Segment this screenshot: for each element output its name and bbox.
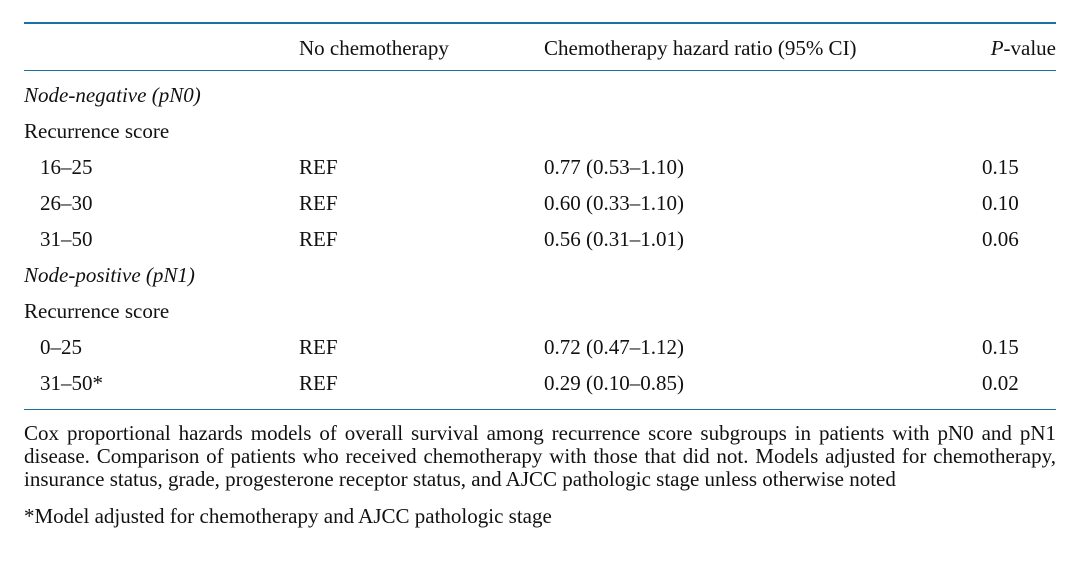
cell-hazard-ratio: 0.77 (0.53–1.10) bbox=[544, 154, 684, 179]
cell-p-value: 0.15 bbox=[982, 334, 1019, 359]
results-table-container bbox=[24, 22, 1056, 528]
cell-range: 31–50* bbox=[40, 370, 103, 395]
table-row bbox=[24, 185, 1056, 221]
section-subtitle-recurrence-score: Recurrence score bbox=[24, 118, 170, 143]
section-title-node-negative: Node-negative (pN0) bbox=[24, 82, 201, 107]
cell-hazard-ratio: 0.60 (0.33–1.10) bbox=[544, 190, 684, 215]
table-row bbox=[24, 221, 1056, 257]
header-row bbox=[24, 24, 1056, 70]
cell-p-value: 0.15 bbox=[982, 154, 1019, 179]
cell-no-chemo: REF bbox=[299, 370, 338, 395]
header-hazard-ratio: Chemotherapy hazard ratio (95% CI) bbox=[544, 35, 857, 60]
table-header bbox=[24, 24, 1056, 71]
cell-no-chemo: REF bbox=[299, 154, 338, 179]
section-subtitle-recurrence-score: Recurrence score bbox=[24, 298, 170, 323]
header-empty bbox=[24, 24, 299, 70]
header-no-chemotherapy: No chemotherapy bbox=[299, 35, 449, 60]
table-body bbox=[24, 71, 1056, 401]
section-subtitle-row bbox=[24, 293, 1056, 329]
cell-no-chemo: REF bbox=[299, 190, 338, 215]
header-p-letter: P bbox=[990, 35, 1004, 60]
section-subtitle-row bbox=[24, 113, 1056, 149]
cell-p-value: 0.02 bbox=[982, 370, 1019, 395]
cell-p-value: 0.06 bbox=[982, 226, 1019, 251]
cell-hazard-ratio: 0.72 (0.47–1.12) bbox=[544, 334, 684, 359]
table-row bbox=[24, 329, 1056, 365]
cell-hazard-ratio: 0.56 (0.31–1.01) bbox=[544, 226, 684, 251]
table-notes bbox=[24, 422, 1056, 528]
table-row bbox=[24, 365, 1056, 401]
cell-hazard-ratio: 0.29 (0.10–0.85) bbox=[544, 370, 684, 395]
hazard-ratio-table bbox=[24, 24, 1056, 401]
header-p-suffix: -value bbox=[1003, 35, 1056, 60]
header-p-value bbox=[944, 24, 1056, 70]
table-caption: Cox proportional hazards models of overall survival among recurrence score subgroups in patients with pN0 and pN1 disease. Comparison of patients who received chemotherapy with those that did not. Models adjusted for chemotherapy, insurance status, grade, progesterone receptor status, and AJCC pathologic stage unless otherwise noted bbox=[24, 421, 1056, 491]
cell-range: 16–25 bbox=[40, 154, 93, 179]
cell-range: 26–30 bbox=[40, 190, 93, 215]
table-bottom-rule bbox=[24, 409, 1056, 410]
section-title-row bbox=[24, 71, 1056, 113]
table-footnote: *Model adjusted for chemotherapy and AJCC pathologic stage bbox=[24, 504, 552, 528]
cell-p-value: 0.10 bbox=[982, 190, 1019, 215]
cell-no-chemo: REF bbox=[299, 226, 338, 251]
section-title-row bbox=[24, 257, 1056, 293]
cell-range: 31–50 bbox=[40, 226, 93, 251]
cell-range: 0–25 bbox=[40, 334, 82, 359]
cell-no-chemo: REF bbox=[299, 334, 338, 359]
table-row bbox=[24, 149, 1056, 185]
section-title-node-positive: Node-positive (pN1) bbox=[24, 262, 195, 287]
